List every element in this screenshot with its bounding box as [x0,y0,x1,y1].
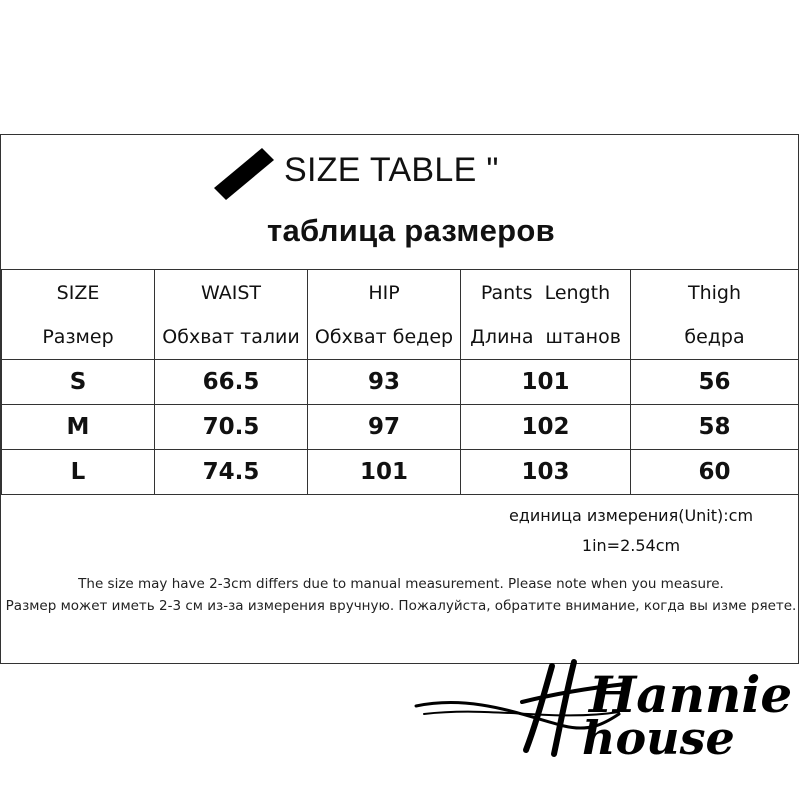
table-cell: 60 [631,450,799,495]
unit-note [471,501,791,561]
measurement-note [1,573,800,617]
table-header-row [2,270,799,360]
logo-text-line-2: house [582,711,735,765]
header-pants-length [461,270,631,360]
table-cell: 66.5 [155,360,308,405]
size-table [1,269,799,495]
table-cell: 74.5 [155,450,308,495]
header-pants-length-en: Pants Length [480,281,611,304]
header-hip-en: HIP [368,281,400,304]
table-cell: S [2,360,155,405]
title-area [1,135,798,269]
table-cell: M [2,405,155,450]
brand-logo [414,654,794,774]
header-waist-ru: Обхват талии [162,325,300,348]
note-russian: Размер может иметь 2-3 см из-за измерения вручную. Пожалуйста, обратите внимание, когда вы изме ряете. [5,598,797,614]
unit-line-1: единица измерения(Unit):cm [508,506,754,525]
header-thigh [631,270,799,360]
header-thigh-ru: бедра [684,325,745,348]
header-size [2,270,155,360]
table-cell: 103 [461,450,631,495]
logo-text-line-1: Hannie [589,665,793,724]
table-cell: 58 [631,405,799,450]
note-english: The size may have 2-3cm differs due to manual measurement. Please note when you measure. [78,576,724,592]
header-hip [308,270,461,360]
table-cell: 102 [461,405,631,450]
header-size-ru: Размер [42,325,114,348]
slash-mark-icon [212,146,276,202]
title-russian: таблица размеров [267,213,555,248]
table-cell: 97 [308,405,461,450]
header-thigh-en: Thigh [687,281,742,304]
header-hip-ru: Обхват бедер [314,325,454,348]
table-cell: 101 [308,450,461,495]
table-cell: 70.5 [155,405,308,450]
header-pants-length-ru: Длина штанов [470,325,621,348]
table-row [2,405,799,450]
table-cell: 93 [308,360,461,405]
table-cell: L [2,450,155,495]
header-waist-en: WAIST [200,281,261,304]
size-chart [0,134,799,664]
unit-line-2: 1in=2.54cm [581,536,681,555]
table-cell: 101 [461,360,631,405]
table-row [2,450,799,495]
header-waist [155,270,308,360]
header-size-en: SIZE [56,281,100,304]
table-row [2,360,799,405]
title-english: SIZE TABLE " [284,151,499,189]
table-cell: 56 [631,360,799,405]
